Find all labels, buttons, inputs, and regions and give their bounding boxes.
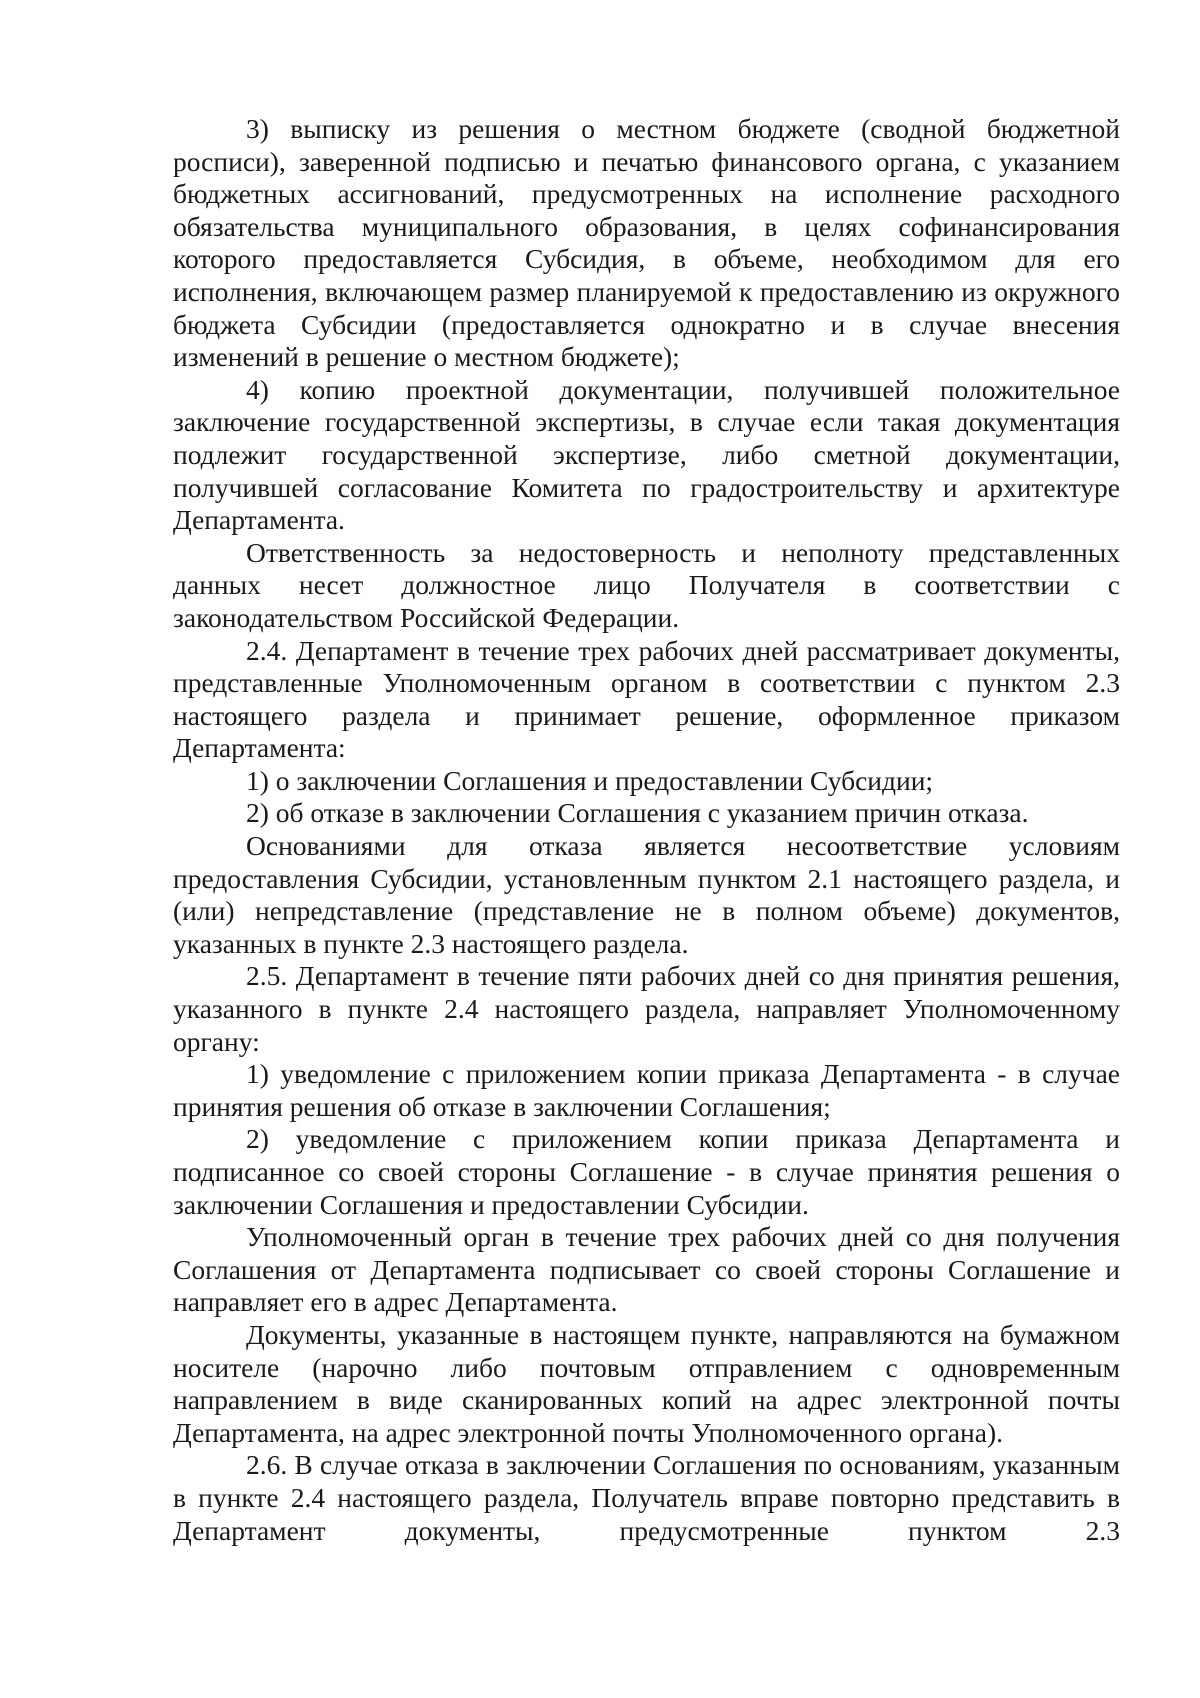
paragraph-item-4: 4) копию проектной документации, получившей положительное заключение государственной экспертизы, в случае если такая документация подлежит государственной экспертизе, либо сметной документации, получившей согласование Комитета по градостроительству и архитектуре Департамента. (173, 373, 1120, 536)
paragraph-2-5: 2.5. Департамент в течение пяти рабочих дней со дня принятия решения, указанного в пункте 2.4 настоящего раздела, направляет Уполномоченному органу: (173, 960, 1120, 1057)
paragraph-documents-delivery: Документы, указанные в настоящем пункте, направляются на бумажном носителе (нарочно либо почтовым отправлением с одновременным направлением в виде сканированных копий на адрес электронной почты Департамента, на адрес электронной почты Уполномоченного органа). (173, 1318, 1120, 1448)
paragraph-2-4-item-2: 2) об отказе в заключении Соглашения с указанием причин отказа. (246, 797, 1029, 829)
paragraph-2-5-item-2: 2) уведомление с приложением копии приказа Департамента и подписанное со своей стороны Соглашение - в случае принятия решения о заключении Соглашения и предоставлении Субсидии. (173, 1123, 1120, 1220)
paragraph-authorized-body: Уполномоченный орган в течение трех рабочих дней со дня получения Соглашения от Департамента подписывает со своей стороны Соглашение и направляет его в адрес Департамента. (173, 1221, 1120, 1318)
paragraph-item-3: 3) выписку из решения о местном бюджете (сводной бюджетной росписи), заверенной подписью и печатью финансового органа, с указанием бюджетных ассигнований, предусмотренных на исполнение расходного обязательства муниципального образования, в целях софинансирования которого предоставляется Субсидия, в объеме, необходимом для его исполнения, включающем размер планируемой к предоставлению из окружного бюджета Субсидии (предоставляется однократно и в случае внесения изменений в решение о местном бюджете); (173, 113, 1120, 373)
paragraph-2-4-item-1: 1) о заключении Соглашения и предоставлении Субсидии; (246, 764, 934, 796)
paragraph-responsibility: Ответственность за недостоверность и неполноту представленных данных несет должностное лицо Получателя в соответствии с законодательством Российской Федерации. (173, 536, 1120, 633)
document-body (173, 113, 1120, 1547)
paragraph-2-6: 2.6. В случае отказа в заключении Соглашения по основаниям, указанным в пункте 2.4 настоящего раздела, Получатель вправе повторно представить в Департамент документы, предусмотренные пунктом 2.3 (173, 1449, 1120, 1546)
paragraph-2-4: 2.4. Департамент в течение трех рабочих дней рассматривает документы, представленные Уполномоченным органом в соответствии с пунктом 2.3 настоящего раздела и принимает решение, оформленное приказом Департамента: (173, 634, 1120, 764)
paragraph-refusal-grounds: Основаниями для отказа является несоответствие условиям предоставления Субсидии, установленным пунктом 2.1 настоящего раздела, и (или) непредставление (представление не в полном объеме) документов, указанных в пункте 2.3 настоящего раздела. (173, 830, 1120, 959)
paragraph-2-5-item-1: 1) уведомление с приложением копии приказа Департамента - в случае принятия решения об отказе в заключении Соглашения; (173, 1058, 1120, 1122)
